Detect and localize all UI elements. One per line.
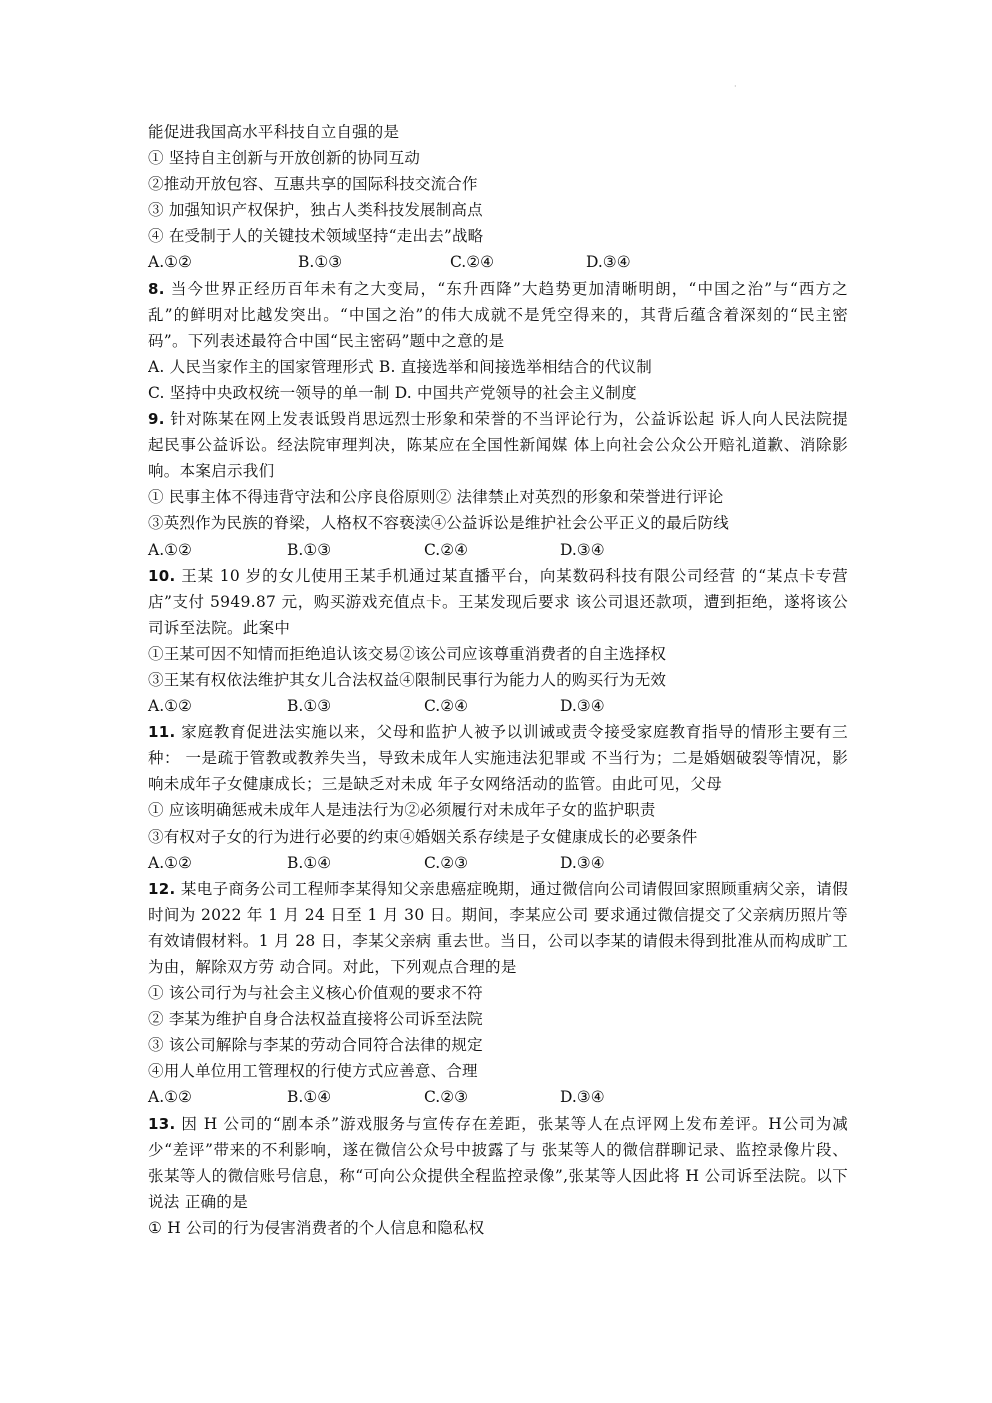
q12-item-1: ① 该公司行为与社会主义核心价值观的要求不符 (148, 984, 483, 1003)
q11-choice-a: A.①② (148, 853, 192, 872)
q11-choices (148, 850, 848, 876)
q7-choice-c: C.②④ (450, 253, 495, 272)
q12-item-2: ② 李某为维护自身合法权益直接将公司诉至法院 (148, 1010, 483, 1029)
q10-choice-d: D.③④ (560, 697, 605, 716)
q10-item-row-1: ①王某可因不知情而拒绝追认该交易②该公司应该尊重消费者的自主选择权 (148, 644, 667, 663)
q12-number: 12. (148, 879, 176, 898)
q12-stem-text: 某电子商务公司工程师李某得知父亲患癌症晚期，通过微信向公司请假回家照顾重病父亲，请假时间为 2022 年 1 月 24 日至 1 月 30 日。期间，李某应公司 要求通过微信提交了父亲病历照片等有效请假材料。1 月 28 日，李某父亲病 重去世。当日，公司以李某的请假未得到批准从而构成旷工为由，解除双方劳 动合同。对此，下列观点合理的是 (148, 879, 848, 976)
q7-choice-a: A.①② (148, 253, 192, 272)
q12-choice-a: A.①② (148, 1088, 192, 1107)
q9-stem (148, 406, 848, 484)
q10-choice-b: B.①③ (287, 697, 332, 716)
q7-choices (148, 249, 848, 275)
q7-item-4: ④ 在受制于人的关键技术领域坚持“走出去”战略 (148, 227, 484, 246)
q9-choice-b: B.①③ (287, 540, 332, 559)
q9-choice-c: C.②④ (424, 540, 469, 559)
q11-item-row-1: ① 应该明确惩戒未成年人是违法行为②必须履行对未成年子女的监护职责 (148, 801, 656, 820)
q11-item-row-2: ③有权对子女的行为进行必要的约束④婚姻关系存续是子女健康成长的必要条件 (148, 827, 698, 846)
q12-choice-d: D.③④ (560, 1088, 605, 1107)
q7-choice-b: B.①③ (298, 253, 343, 272)
q12-choice-b: B.①④ (287, 1088, 332, 1107)
q12-stem (148, 876, 848, 980)
q10-stem-text: 王某 10 岁的女儿使用王某手机通过某直播平台，向某数码科技有限公司经营 的“某点卡专营店”支付 5949.87 元，购买游戏充值点卡。王某发现后要求 该公司退还款项，遭到拒绝，遂将该公司诉至法院。此案中 (148, 566, 848, 637)
q9-choice-a: A.①② (148, 540, 192, 559)
q9-stem-text: 针对陈某在网上发表诋毁肖思远烈士形象和荣誉的不当评论行为，公益诉讼起 诉人向人民法院提起民事公益诉讼。经法院审理判决，陈某应在全国性新闻媒 体上向社会公众公开赔礼道歉、消除影响。本案启示我们 (148, 410, 848, 481)
q7-choice-d: D.③④ (586, 253, 631, 272)
q13-stem (148, 1111, 848, 1215)
q11-stem-text: 家庭教育促进法实施以来，父母和监护人被予以训诫或责令接受家庭教育指导的情形主要有三种： 一是疏于管教或教养失当，导致未成年人实施违法犯罪或 不当行为；二是婚姻破裂等情况，影响未成年子女健康成长；三是缺乏对未成 年子女网络活动的监管。由此可见，父母 (148, 723, 848, 794)
q10-number: 10. (148, 566, 176, 585)
q8-stem-text: 当今世界正经历百年未有之大变局，“东升西降”大趋势更加清晰明朗，“中国之治”与“西方之乱”的鲜明对比越发突出。“中国之治”的伟大成就不是凭空得来的，其背后蕴含着深刻的“民主密码”。下列表述最符合中国“民主密码”题中之意的是 (148, 279, 848, 350)
q9-number: 9. (148, 410, 165, 429)
q13-item-1: ① H 公司的行为侵害消费者的个人信息和隐私权 (148, 1218, 485, 1237)
q8-stem (148, 276, 848, 354)
corner-mark: · (734, 82, 737, 91)
q8-number: 8. (148, 279, 165, 298)
q12-choice-c: C.②③ (424, 1088, 469, 1107)
q10-stem (148, 563, 848, 641)
q11-choice-d: D.③④ (560, 853, 605, 872)
q9-choice-d: D.③④ (560, 540, 605, 559)
q11-stem (148, 719, 848, 797)
q13-number: 13. (148, 1114, 176, 1133)
q9-item-row-2: ③英烈作为民族的脊梁，人格权不容亵渎④公益诉讼是维护社会公平正义的最后防线 (148, 514, 729, 533)
q8-option-row-1: A. 人民当家作主的国家管理形式 B. 直接选举和间接选举相结合的代议制 (148, 357, 652, 376)
q11-choice-b: B.①④ (287, 853, 332, 872)
q12-item-4: ④用人单位用工管理权的行使方式应善意、合理 (148, 1062, 478, 1081)
q9-item-row-1: ① 民事主体不得违背守法和公序良俗原则② 法律禁止对英烈的形象和荣誉进行评论 (148, 488, 724, 507)
q10-choice-a: A.①② (148, 697, 192, 716)
q10-choices (148, 693, 848, 719)
q12-choices (148, 1084, 848, 1110)
q10-item-row-2: ③王某有权依法维护其女儿合法权益④限制民事行为能力人的购买行为无效 (148, 670, 667, 689)
q7-item-2: ②推动开放包容、互惠共享的国际科技交流合作 (148, 175, 478, 194)
q13-stem-text: 因 H 公司的“剧本杀”游戏服务与宣传存在差距，张某等人在点评网上发布差评。H公司为减少“差评”带来的不利影响，遂在微信公众号中披露了与 张某等人的微信群聊记录、监控录像片段、张某等人的微信账号信息，称“可向公众提供全程监控录像”,张某等人因此将 H 公司诉至法院。以下说法 正确的是 (148, 1114, 848, 1211)
q7-item-3: ③ 加强知识产权保护，独占人类科技发展制高点 (148, 201, 483, 220)
q7-stem-tail: 能促进我国高水平科技自立自强的是 (148, 123, 400, 141)
q10-choice-c: C.②④ (424, 697, 469, 716)
q12-item-3: ③ 该公司解除与李某的劳动合同符合法律的规定 (148, 1036, 483, 1055)
q8-option-row-2: C. 坚持中央政权统一领导的单一制 D. 中国共产党领导的社会主义制度 (148, 383, 637, 402)
q11-number: 11. (148, 723, 176, 742)
q9-choices (148, 537, 848, 563)
question-content (148, 119, 848, 1241)
q7-item-1: ① 坚持自主创新与开放创新的协同互动 (148, 149, 421, 168)
q11-choice-c: C.②③ (424, 853, 469, 872)
